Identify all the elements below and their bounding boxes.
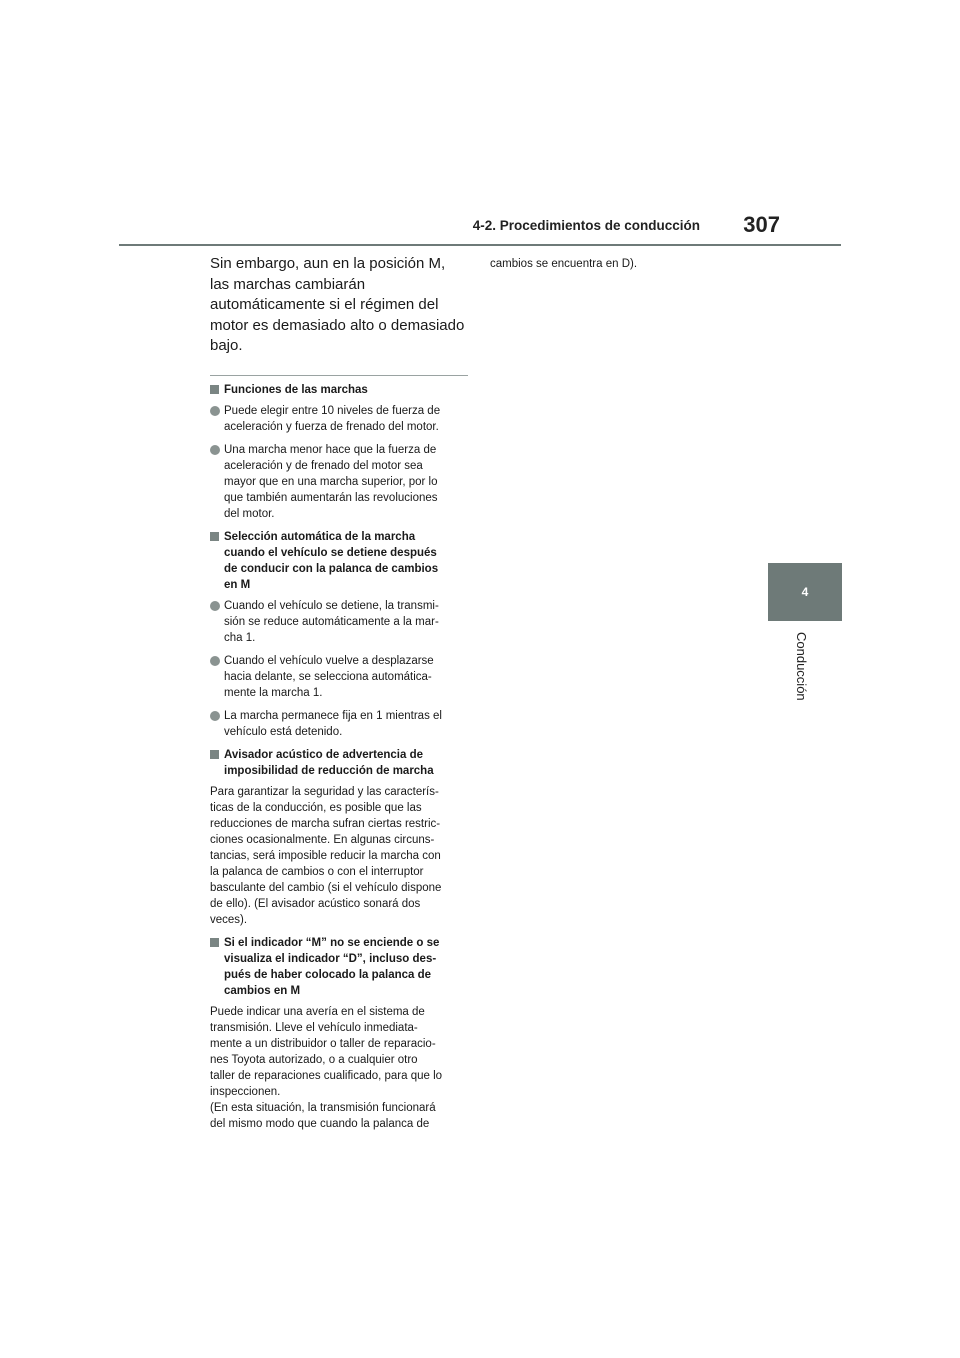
heading-indicador-m: Si el indicador “M” no se enciende o se visualiza el indicador “D”, incluso des- pués de haber colocado la palanca de cambios en M: [210, 935, 468, 999]
chapter-number: 4: [801, 585, 809, 599]
circle-bullet-icon: [210, 711, 220, 721]
square-bullet-icon: [210, 938, 219, 947]
heading-avisador-acustico: Avisador acústico de advertencia de imposibilidad de reducción de marcha: [210, 747, 468, 779]
circle-bullet-icon: [210, 406, 220, 416]
square-bullet-icon: [210, 385, 219, 394]
circle-bullet-icon: [210, 601, 220, 611]
paragraph-avisador: Para garantizar la seguridad y las caracterís- ticas de la conducción, es posible que las reducciones de marcha sufran ciertas restric- ciones ocasionalmente. En algunas circuns- tancias, será imposible reducir la marcha con la palanca de cambios o con el interruptor basculante del cambio (si el vehículo dispone de ello). (El avisador acústico sonará dos veces).: [210, 785, 442, 926]
paragraph-indicador: Puede indicar una avería en el sistema de transmisión. Lleve el vehículo inmediata- mente a un distribuidor o taller de reparacio- nes Toyota autorizado, o a cualquier otro taller de reparaciones cualificado, para que lo inspeccionen. (En esta situación, la transmisión funcionará del mismo modo que cuando la palanca de: [210, 1005, 443, 1130]
heading-seleccion-automatica: Selección automática de la marcha cuando el vehículo se detiene después de conducir con la palanca de cambios en M: [210, 529, 468, 593]
continuation-text: cambios se encuentra en D).: [490, 258, 638, 270]
square-bullet-icon: [210, 750, 219, 759]
chapter-name: Conducción: [794, 632, 809, 701]
header-divider: [119, 244, 841, 246]
page-number: 307: [743, 212, 780, 237]
section-title: 4-2. Procedimientos de conducción: [472, 218, 700, 233]
square-bullet-icon: [210, 532, 219, 541]
section-divider: [210, 375, 468, 376]
circle-bullet-icon: [210, 445, 220, 455]
list-item: Cuando el vehículo se detiene, la transmi- sión se reduce automáticamente a la mar- cha 1.: [210, 598, 468, 646]
list-item: La marcha permanece fija en 1 mientras el vehículo está detenido.: [210, 708, 468, 740]
circle-bullet-icon: [210, 656, 220, 666]
list-item: Una marcha menor hace que la fuerza de aceleración y de frenado del motor sea mayor que en una marcha superior, por lo que también aumentarán las revoluciones del motor.: [210, 442, 468, 522]
right-column: [490, 256, 750, 272]
intro-paragraph: Sin embargo, aun en la posición M, las marchas cambiarán automáticamente si el régimen del motor es demasiado alto o demasiado bajo.: [210, 255, 465, 354]
list-item: Cuando el vehículo vuelve a desplazarse hacia delante, se selecciona automática- mente la marcha 1.: [210, 653, 468, 701]
list-item: Puede elegir entre 10 niveles de fuerza de aceleración y fuerza de frenado del motor.: [210, 403, 468, 435]
left-column: [210, 254, 468, 1139]
chapter-tab[interactable]: [768, 563, 842, 621]
heading-funciones: Funciones de las marchas: [210, 382, 468, 398]
